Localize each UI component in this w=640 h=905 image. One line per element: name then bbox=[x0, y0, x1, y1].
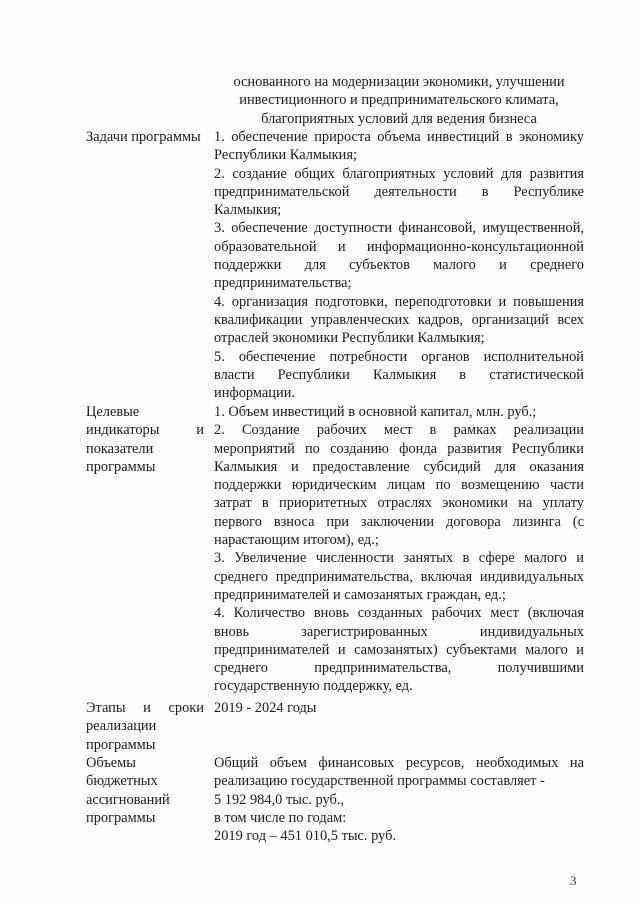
task-item: 1. обеспечение прироста объема инвестиций в экономику Республики Калмыкия; bbox=[214, 129, 584, 164]
budget-line: 2019 год – 451 010,5 тыс. руб. bbox=[214, 828, 397, 845]
indicator-item: 2. Создание рабочих мест в рамках реализации мероприятий по созданию фонда развития Республики Калмыкия и предоставление субсидий для оказания поддержки юридическим лицам по возмещению части затрат в приоритетных отраслях экономики на уплату первого взноса при заключении договора лизинга (с нарастающим итогом), ед.; bbox=[214, 422, 584, 549]
budget-line: 5 192 984,0 тыс. руб., bbox=[214, 791, 345, 808]
indicator-item: 1. Объем инвестиций в основной капитал, млн. руб.; bbox=[214, 404, 537, 420]
stages-text: 2019 - 2024 годы bbox=[214, 700, 317, 716]
task-item: 4. организация подготовки, переподготовки и повышения квалификации управленческих кадров, организаций всех отраслей экономики Республики Калмыкия; bbox=[214, 293, 584, 347]
stages-value bbox=[214, 699, 584, 717]
indicator-item: 3. Увеличение численности занятых в сфере малого и среднего предпринимательства, включая индивидуальных предпринимателей и самозанятых граждан, ед.; bbox=[214, 550, 584, 603]
intro-value bbox=[214, 73, 584, 128]
budget-line: в том числе по годам: bbox=[214, 809, 347, 826]
indicators-value bbox=[214, 403, 584, 696]
tasks-label: Задачи программы bbox=[86, 129, 201, 145]
budget-line: Общий объем финансовых ресурсов, необходимых на реализацию государственной программы составляет - bbox=[214, 755, 584, 790]
indicators-label: Целевые индикаторы и показатели программы bbox=[86, 404, 204, 475]
task-item: 5. обеспечение потребности органов исполнительной власти Республики Калмыкия в статистической информации. bbox=[214, 348, 584, 402]
stages-label: Этапы и сроки реализации программы bbox=[86, 700, 204, 753]
page-number: 3 bbox=[570, 873, 577, 888]
tasks-value bbox=[214, 128, 584, 402]
intro-text: основанного на модернизации экономики, улучшении инвестиционного и предпринимательского климата, благоприятных условий для ведения бизнеса bbox=[233, 74, 565, 127]
budget-value bbox=[214, 754, 584, 845]
budget-label: Объемы бюджетных ассигнований программы bbox=[86, 755, 170, 826]
indicator-item: 4. Количество вновь созданных рабочих мест (включая вновь зарегистрированных индивидуальных предпринимателей и самозанятых) субъектами малого и среднего предпринимательства, получившими государственную поддержку, ед. bbox=[214, 605, 584, 695]
task-item: 2. создание общих благоприятных условий для развития предпринимательской деятельности в Республике Калмыкия; bbox=[214, 165, 584, 219]
task-item: 3. обеспечение доступности финансовой, имущественной, образовательной и информационно-консультационной поддержки для субъектов малого и среднего предпринимательства; bbox=[214, 220, 584, 292]
